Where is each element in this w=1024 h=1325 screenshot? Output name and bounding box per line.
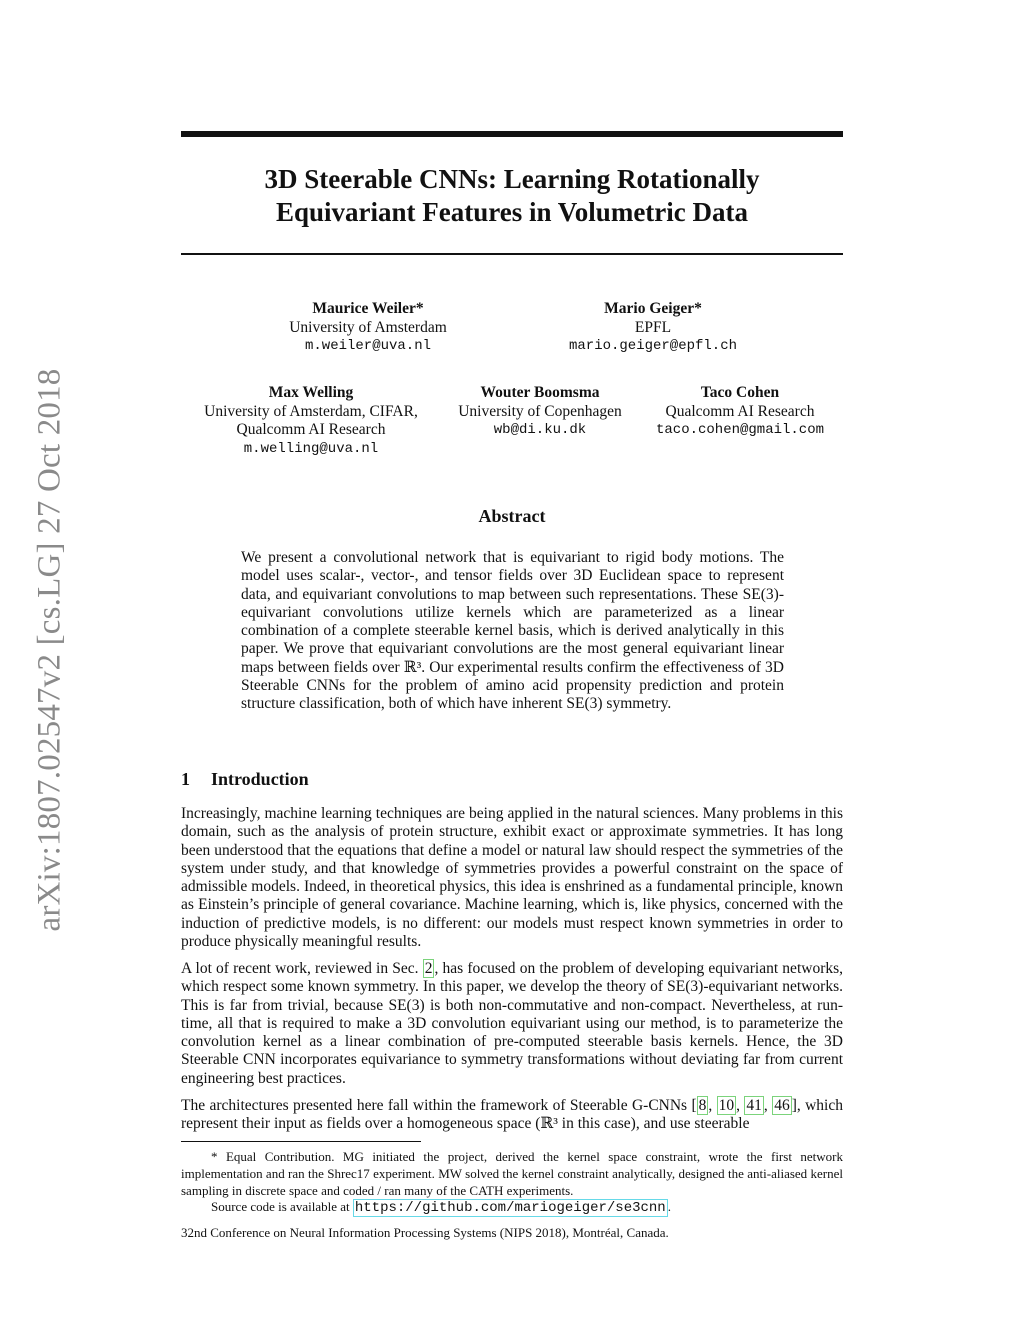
- arxiv-id: arXiv:1807.02547v2 [cs.LG] 27 Oct 2018: [31, 368, 68, 932]
- author-affiliation: University of Amsterdam, CIFAR,: [204, 402, 418, 420]
- author-email[interactable]: mario.geiger@epfl.ch: [568, 338, 738, 354]
- author-affiliation: EPFL: [634, 318, 672, 336]
- author-name: Wouter Boomsma: [480, 384, 600, 401]
- section-title: Introduction: [211, 769, 309, 789]
- arxiv-sidebar-stamp: [14, 355, 86, 945]
- author-email[interactable]: taco.cohen@gmail.com: [655, 422, 825, 438]
- author-email[interactable]: wb@di.ku.dk: [493, 422, 587, 438]
- section-ref-link[interactable]: 2: [424, 960, 433, 977]
- author-block-boomsma: [440, 384, 640, 440]
- author-email[interactable]: m.weiler@uva.nl: [304, 338, 432, 354]
- author-affiliation: University of Amsterdam: [289, 318, 447, 336]
- section-number: 1: [181, 769, 190, 789]
- author-affiliation: University of Copenhagen: [458, 402, 622, 420]
- footnote-rule: [181, 1141, 421, 1142]
- title-line-2: Equivariant Features in Volumetric Data: [276, 197, 748, 227]
- paragraph-text: The architectures presented here fall within the framework of Steerable G-CNNs [: [181, 1097, 697, 1114]
- footnote-source: [211, 1198, 843, 1217]
- footnote-source-text: Source code is available at: [211, 1199, 353, 1214]
- title-rule-bottom: [181, 253, 843, 255]
- citation-link[interactable]: 10: [718, 1097, 735, 1114]
- paper-title: [181, 163, 843, 229]
- author-block-weiler: [253, 300, 483, 356]
- author-block-cohen: [640, 384, 840, 440]
- conference-note: 32nd Conference on Neural Information Processing Systems (NIPS 2018), Montréal, Canada.: [181, 1225, 669, 1240]
- author-block-welling: [186, 384, 436, 458]
- title-rule-top: [181, 131, 843, 137]
- footnote-contribution: * Equal Contribution. MG initiated the project, derived the kernel space constraint, wrote the first network implementation and ran the Shrec17 experiment. MW solved the kernel constraint analytically, designed the anti-aliased kernel sampling in discrete space and coded / ran many of the CATH experiments.: [181, 1149, 843, 1198]
- author-name: Taco Cohen: [700, 384, 780, 401]
- citation-link[interactable]: 46: [774, 1097, 790, 1114]
- source-code-link[interactable]: https://github.com/mariogeiger/se3cnn: [354, 1200, 666, 1216]
- title-line-1: 3D Steerable CNNs: Learning Rotationally: [264, 164, 760, 194]
- paragraph-text: ], which represent their input as fields over a homogeneous space (ℝ³ in this case), and use steerable: [181, 1097, 843, 1133]
- abstract-heading: Abstract: [478, 506, 546, 526]
- section-heading-introduction: [181, 769, 309, 790]
- paragraph-text: A lot of recent work, reviewed in Sec.: [181, 960, 423, 977]
- author-block-geiger: [538, 300, 768, 356]
- author-affiliation: Qualcomm AI Research: [236, 421, 386, 438]
- paragraph-text: , has focused on the problem of developing equivariant networks, which respect some known symmetry. In this paper, we develop the theory of SE(3)-equivariant networks. This is far from trivial, because SE(3) is both non-commutative and non-compact. Nevertheless, at run-time, all that is required to make a 3D convolution equivariant using our method, is to parameterize the convolution kernel as a linear combination of pre-computed steerable basis kernels. Hence, the 3D Steerable CNN incorporates equivariance to symmetry transformations without deviating far from current engineering best practices.: [181, 960, 844, 1087]
- author-name: Maurice Weiler*: [312, 300, 424, 317]
- author-affiliation: Qualcomm AI Research: [665, 402, 815, 420]
- citation-link[interactable]: 8: [698, 1097, 707, 1114]
- intro-paragraph-3: The architectures presented here fall within the framework of Steerable G-CNNs [ 8 , 10 , 41 , 46 ], which represent their input as fields over a homogeneous space (ℝ³ in this case), and use steerable: [181, 1097, 843, 1133]
- footnote-source-end: .: [667, 1199, 671, 1214]
- intro-paragraph-1: Increasingly, machine learning techniques are being applied in the natural sciences. Many problems in this domain, such as the analysis of protein structure, exhibit exact or approximate symmetries. It has long been understood that the equations that define a model or natural law should respect the symmetries of the system under study, and that knowledge of symmetries provides a powerful constraint on the space of admissible models. Indeed, in theoretical physics, this idea is enshrined as a fundamental principle, known as Einstein’s principle of general covariance. Machine learning, which is, like physics, concerned with the induction of predictive models, is no different: our models must respect known symmetries in order to produce physically meaningful results.: [181, 805, 843, 951]
- abstract-text: We present a convolutional network that is equivariant to rigid body motions. The model uses scalar-, vector-, and tensor fields over 3D Euclidean space to represent data, and equivariant convolutions to map between such representations. These SE(3)-equivariant convolutions utilize kernels which are parameterized as a linear combination of a complete steerable kernel basis, which is derived analytically in this paper. We prove that equivariant convolutions are the most general equivariant linear maps between fields over ℝ³. Our experimental results confirm the effectiveness of 3D Steerable CNNs for the problem of amino acid propensity prediction and protein structure classification, both of which have inherent SE(3) symmetry.: [241, 549, 784, 713]
- author-email[interactable]: m.welling@uva.nl: [243, 440, 379, 457]
- author-name: Mario Geiger*: [604, 300, 702, 317]
- citation-link[interactable]: 41: [746, 1097, 762, 1114]
- intro-paragraph-2: [181, 960, 843, 1088]
- author-name: Max Welling: [268, 384, 354, 401]
